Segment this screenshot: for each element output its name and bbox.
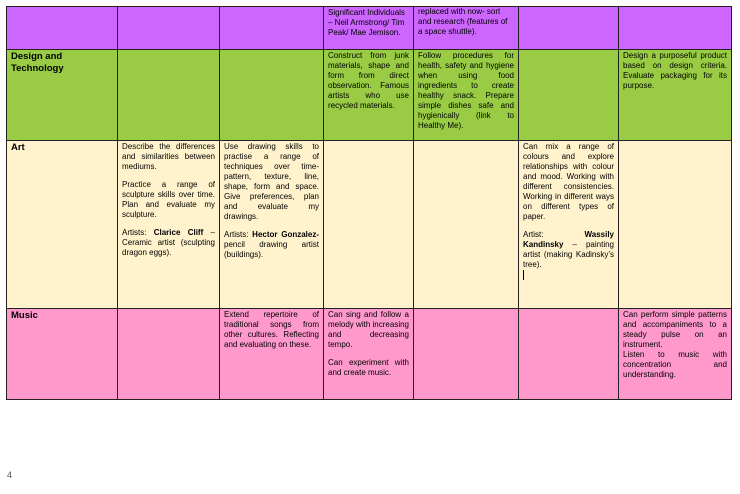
artists-label: Artist:	[523, 230, 544, 239]
cell-empty	[118, 50, 220, 141]
cell-empty	[118, 309, 220, 400]
cell-space-shuttle	[414, 7, 519, 50]
cell-text: replaced with now- sort and research (features of a space shuttle).	[418, 7, 508, 36]
cell-text: Can experiment with and create music.	[328, 358, 409, 377]
cell-text: – painting artist (making Kadinsky’s tree).	[523, 240, 614, 269]
cell-text: Can mix a range of colours and explore relationships with colour and mood. Working with different consistencies. Working in different ways on different types of paper.	[523, 142, 614, 221]
cell-text: Describe the differences and similarities between mediums.	[122, 142, 215, 171]
cell-text: Design a purposeful product based on design criteria. Evaluate packaging for its purpose.	[623, 51, 727, 90]
page-number: 4	[7, 470, 13, 480]
text-cursor	[523, 270, 524, 280]
artists-label: Artists:	[224, 230, 249, 239]
cell-text: Practice a range of sculpture skills over time. Plan and evaluate my sculpture.	[122, 180, 215, 219]
cell-junk-materials	[324, 50, 414, 141]
cell-perform-patterns	[619, 309, 732, 400]
cell-significant-individuals	[324, 7, 414, 50]
cell-text: Listen to music with concentration and understanding.	[623, 350, 727, 379]
cell-colour-mixing	[519, 141, 619, 309]
cell-text: Use drawing skills to practise a range of techniques over time-pattern, texture, line, shape, form and space. Give preferences, plan and evaluate my drawings.	[224, 142, 319, 221]
cell-subject-empty	[7, 7, 118, 50]
cell-food-hygiene	[414, 50, 519, 141]
cell-empty	[619, 7, 732, 50]
artists-label: Artists:	[122, 228, 147, 237]
cell-empty	[519, 50, 619, 141]
cell-empty	[220, 50, 324, 141]
subject-design-technology: Design and Technology	[7, 50, 118, 141]
table-row-design-technology	[7, 50, 732, 141]
cell-empty	[519, 309, 619, 400]
cell-empty	[414, 309, 519, 400]
subject-music: Music	[7, 309, 118, 400]
artist-name: Clarice Cliff	[153, 228, 204, 237]
cell-text: Significant Individuals – Neil Armstrong/ Tim Peak/ Mae Jemison.	[328, 8, 405, 37]
cell-design-product	[619, 50, 732, 141]
cell-text: Follow procedures for health, safety and hygiene when using food ingredients to create healthy snack. Prepare simple dishes safe and hygienically (link to Healthy Me).	[418, 51, 514, 130]
cell-text: pencil drawing artist (buildings).	[224, 240, 319, 259]
table-row-music	[7, 309, 732, 400]
cell-text: Construct from junk materials, shape and form from direct observation. Famous artists who use recycled materials.	[328, 51, 409, 110]
cell-empty	[324, 141, 414, 309]
cell-empty	[619, 141, 732, 309]
cell-text: Extend repertoire of traditional songs from other cultures. Reflecting and evaluating on these.	[224, 310, 319, 349]
cell-empty	[519, 7, 619, 50]
cell-melody-tempo	[324, 309, 414, 400]
table-row-top	[7, 7, 732, 50]
artist-name: Wassily Kandinsky	[523, 230, 614, 249]
curriculum-table	[6, 6, 732, 400]
cell-sculpture	[118, 141, 220, 309]
cell-empty	[118, 7, 220, 50]
cell-text: Can perform simple patterns and accompaniments to a steady pulse on an instrument.	[623, 310, 727, 349]
cell-empty	[220, 7, 324, 50]
cell-text: – Ceramic artist (sculpting dragon eggs).	[122, 228, 215, 257]
table-row-art	[7, 141, 732, 309]
cell-empty	[414, 141, 519, 309]
cell-text: Can sing and follow a melody with increasing and decreasing tempo.	[328, 310, 409, 349]
cell-drawing-skills	[220, 141, 324, 309]
artist-name: Hector Gonzalez-	[252, 230, 319, 239]
subject-art: Art	[7, 141, 118, 309]
cell-traditional-songs	[220, 309, 324, 400]
